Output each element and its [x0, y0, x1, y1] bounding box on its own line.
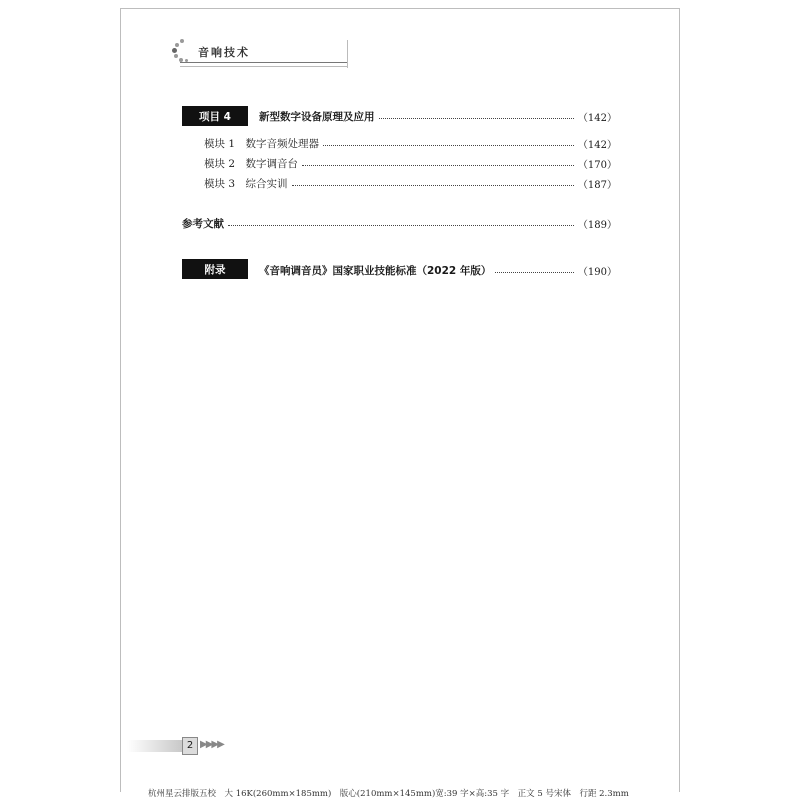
toc-entry-references[interactable]: [182, 214, 617, 232]
toc-entry-page: （187）: [577, 179, 617, 191]
header-divider: [347, 40, 348, 68]
project-badge: [182, 106, 248, 126]
leader-dots: [379, 117, 574, 119]
toc-entry-page: （142）: [577, 112, 617, 124]
project-badge-label: 项目 4: [199, 110, 231, 123]
toc-entry-title: 模块 3 综合实训: [204, 177, 288, 190]
toc-entry-title: 《音响调音员》国家职业技能标准（2022 年版）: [259, 264, 492, 277]
header-rule-secondary: [180, 66, 348, 67]
toc-entry-title: 新型数字设备原理及应用: [259, 110, 375, 123]
appendix-badge-label: 附录: [204, 263, 226, 276]
toc-entry-page: （190）: [577, 266, 617, 278]
leader-dots: [292, 184, 574, 186]
toc-entry-module1[interactable]: [204, 134, 617, 152]
toc-entry-page: （170）: [577, 159, 617, 171]
header-title: 音响技术: [198, 46, 250, 59]
footer-gradient-bar: [127, 740, 183, 752]
toc-entry-page: （142）: [577, 139, 617, 151]
toc-entry-module3[interactable]: [204, 174, 617, 192]
header-dots-icon: [170, 37, 192, 65]
header-rule: [180, 62, 348, 63]
toc-entry-title: 模块 2 数字调音台: [204, 157, 299, 170]
footer-arrows-icon: ▶▶▶▶: [200, 739, 223, 750]
print-spec-line: 杭州星云排版五校 大 16K(260mm×185mm) 版心(210mm×145mm)宽:39 字×高:35 字 正文 5 号宋体 行距 2.3mm: [148, 789, 629, 799]
toc-entry-project4[interactable]: [259, 107, 617, 125]
page-number: 2: [182, 737, 198, 755]
toc-entry-title: 参考文献: [182, 217, 224, 230]
toc-entry-appendix[interactable]: [259, 261, 617, 279]
leader-dots: [323, 144, 574, 146]
leader-dots: [302, 164, 574, 166]
toc-entry-module2[interactable]: [204, 154, 617, 172]
leader-dots: [495, 271, 574, 273]
appendix-badge: [182, 259, 248, 279]
leader-dots: [228, 224, 574, 226]
toc-entry-title: 模块 1 数字音频处理器: [204, 137, 320, 150]
toc-entry-page: （189）: [577, 219, 617, 231]
